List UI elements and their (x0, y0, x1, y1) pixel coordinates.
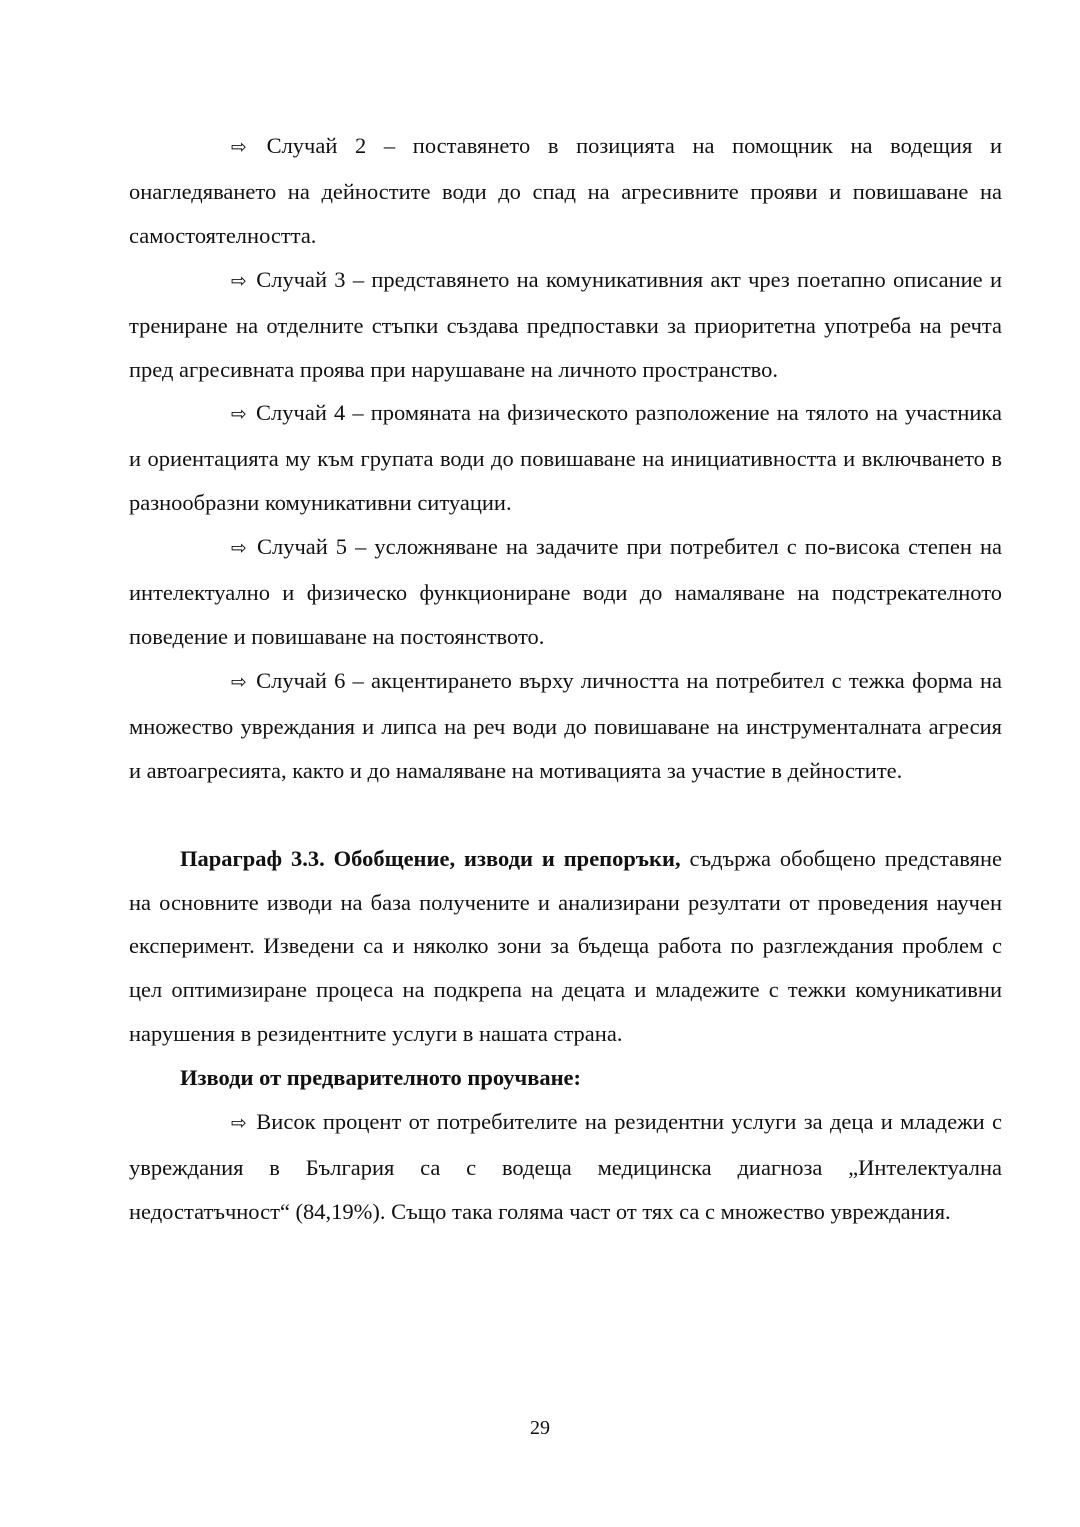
right-arrow-icon: ⇨ (231, 670, 247, 693)
case-text: Случай 2 – поставянето в позицията на помощник на водещия и онагледяването на дейностите води до спад на агресивните прояви и повишаване на самостоятелността. (129, 133, 1002, 248)
paragraph-text: съдържа обобщено представяне на основните изводи на база получените и анализирани резултати от проведения научен експеримент. Изведени са и няколко зони за бъдеща работа по разглеждания проблем с цел оптимизиране процеса на подкрепа на децата и младежите с тежки комуникативни нарушения в резидентните услуги в нашата страна. (129, 845, 1002, 1047)
case-item-6 (129, 659, 1002, 793)
paragraph-title: Параграф 3.3. Обобщение, изводи и препоръки, (180, 845, 681, 871)
page-number: 29 (530, 1417, 550, 1439)
right-arrow-icon: ⇨ (231, 537, 247, 560)
right-arrow-icon: ⇨ (231, 403, 247, 426)
case-item-3 (129, 258, 1002, 392)
right-arrow-icon: ⇨ (231, 136, 247, 158)
case-item-5 (129, 525, 1002, 659)
paragraph-3-3 (129, 837, 1002, 1057)
case-text: Случай 6 – акцентирането върху личността на потребител с тежка форма на множество увреждания и липса на реч води до повишаване на инструменталната агресия и автоагресията, както и до намаляване на мотивацията за участие в дейностите. (129, 667, 1002, 783)
case-item-2 (129, 124, 1002, 258)
conclusion-item-1 (129, 1100, 1002, 1234)
case-item-4 (129, 391, 1002, 525)
conclusion-text: Висок процент от потребителите на резидентни услуги за деца и младежи с увреждания в България са с водеща медицинска диагноза „Интелектуална недостатъчност“ (84,19%). Също така голяма част от тях са с множество увреждания. (129, 1109, 1002, 1224)
right-arrow-icon: ⇨ (231, 1112, 247, 1135)
case-text: Случай 5 – усложняване на задачите при потребител с по-висока степен на интелектуално и физическо функциониране води до намаляване на подстрекателното поведение и повишаване на постоянството. (129, 534, 1002, 649)
case-text: Случай 3 – представянето на комуникативния акт чрез поетапно описание и трениране на отделните стъпки създава предпоставки за приоритетна употреба на речта пред агресивната проява при нарушаване на личното пространство. (129, 266, 1002, 382)
right-arrow-icon: ⇨ (231, 269, 247, 292)
conclusions-heading: Изводи от предварителното проучване: (180, 1065, 582, 1091)
case-text: Случай 4 – промяната на физическото разположение на тялото на участника и ориентацията му към групата води до повишаване на инициативността и включването в разнообразни комуникативни ситуации. (129, 400, 1002, 516)
section-spacer (129, 793, 1002, 837)
page-body (129, 124, 1002, 1234)
